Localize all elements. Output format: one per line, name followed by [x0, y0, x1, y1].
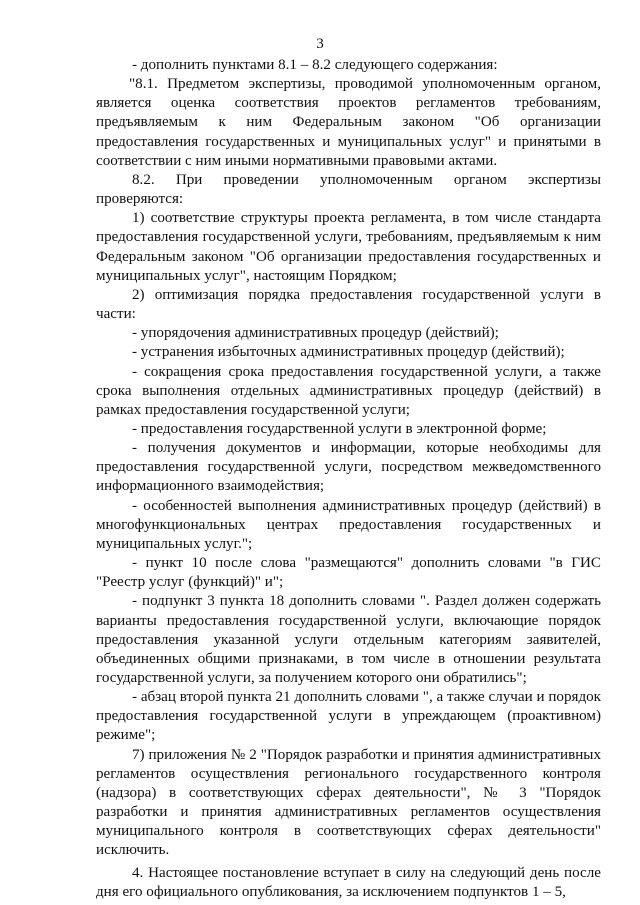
paragraph: 2) оптимизация порядка предоставления государственной услуги в части: — [96, 286, 601, 323]
paragraph: - получения документов и информации, которые необходимы для предоставления государственной услуги, посредством межведомственного информационного взаимодействия; — [96, 440, 601, 495]
paragraph: 4. Настоящее постановление вступает в силу на следующий день после дня его официального опубликования, за исключением подпунктов 1 – 5, — [96, 864, 601, 900]
paragraph: - сокращения срока предоставления государственной услуги, а также срока выполнения отдельных административных процедур (действий) в рамках предоставления государственной услуги; — [96, 363, 601, 418]
paragraph: - предоставления государственной услуги в электронной форме; — [132, 420, 547, 437]
paragraph: - пункт 10 после слова "размещаются" дополнить словами "в ГИС "Реестр услуг (функций)" и"; — [96, 555, 601, 591]
paragraph: - особенностей выполнения административных процедур (действий) в многофункциональных центрах предоставления государственных и муниципальных услуг."; — [96, 497, 601, 552]
paragraph: - абзац второй пункта 21 дополнить словами ", а также случаи и порядок предоставления государственной услуги в упреждающем (проактивном) режиме"; — [96, 689, 601, 744]
paragraph: 1) соответствие структуры проекта регламента, в том числе стандарта предоставления государственной услуги, требованиям, предъявляемым к ним Федеральным законом "Об организации предоставления государственных и муниципальных услуг", настоящим Порядком; — [96, 210, 601, 284]
paragraph: 8.2. При проведении уполномоченным органом экспертизы проверяются: — [96, 171, 601, 208]
paragraph: - дополнить пунктами 8.1 – 8.2 следующего содержания: — [132, 57, 498, 73]
page-number: 3 — [316, 36, 324, 52]
paragraph: "8.1. Предметом экспертизы, проводимой уполномоченным органом, является оценка соответствия проектов регламентов требованиям, предъявляемым к ним Федеральным законом "Об организации предоставления государственных и муниципальных услуг" и принятыми в соответствии с ним иными нормативными правовыми актами. — [96, 76, 601, 169]
document-body — [96, 56, 601, 902]
paragraph: - подпункт 3 пункта 18 дополнить словами ". Раздел должен содержать варианты предоставления государственной услуги, включающие порядок предоставления указанной услуги отдельным категориям заявителей, объединенных общими признаками, в том числе в отношении результата государственной услуги, за получением которого они обратились"; — [96, 593, 601, 686]
paragraph: - устранения избыточных административных процедур (действий); — [132, 344, 565, 361]
paragraph: - упорядочения административных процедур (действий); — [132, 325, 499, 342]
paragraph: 7) приложения № 2 "Порядок разработки и принятия административных регламентов осуществления регионального государственного контроля (надзора) в соответствующих сферах деятельности", № 3 "Порядок разработки и принятия административных регламентов осуществления муниципального контроля в соответствующих сферах деятельности" исключить. — [96, 746, 601, 859]
